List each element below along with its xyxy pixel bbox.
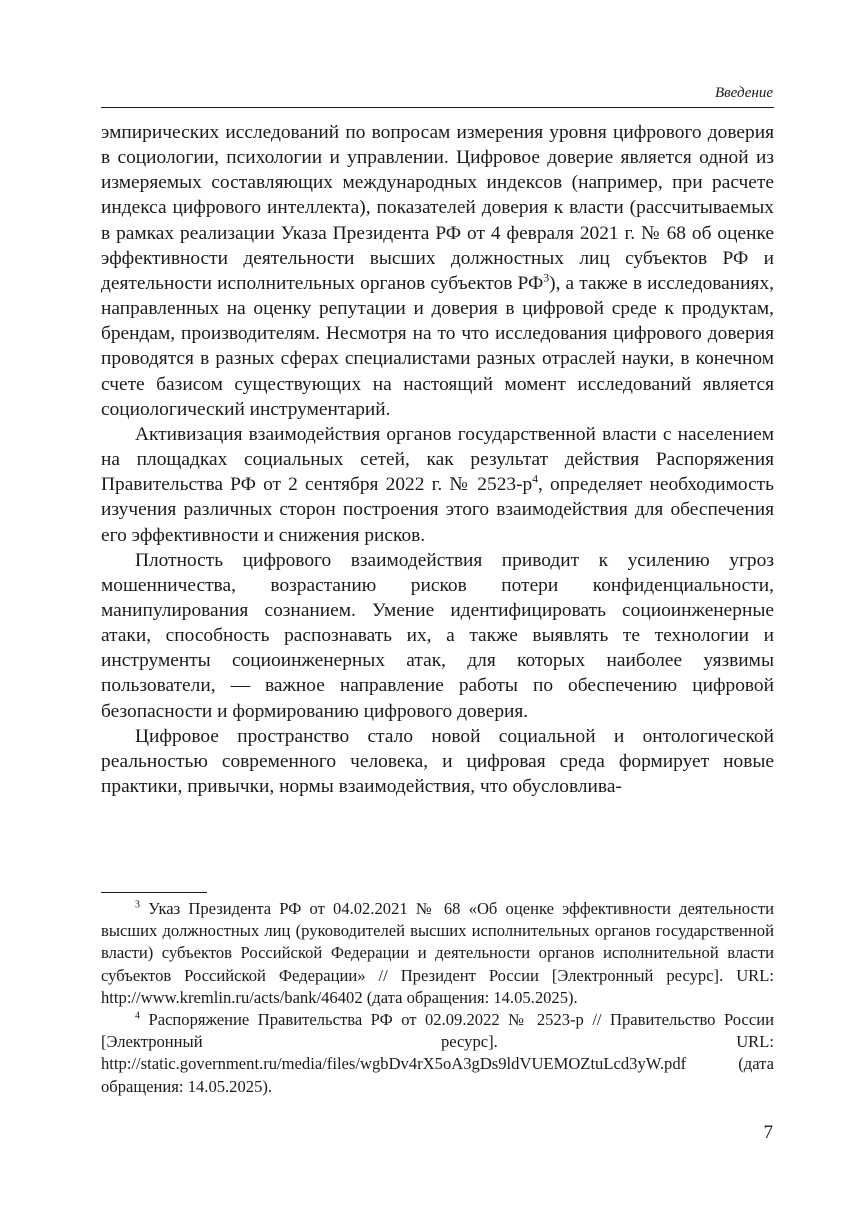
footnote-ref-4[interactable]: 4 bbox=[532, 472, 539, 486]
paragraph-2 bbox=[101, 422, 774, 548]
main-text bbox=[101, 120, 774, 799]
footnote-4 bbox=[101, 1009, 774, 1098]
paragraph-2-text-a: Активизация взаимодействия органов государственной власти с населением на площадках социальных сетей, как результат действия Распоряжения Правительства РФ от 2 сентября 2022 г. № 2523-р bbox=[101, 423, 774, 496]
paragraph-3: Плотность цифрового взаимодействия приводит к усилению угроз мошенничества, возрастанию рисков потери конфиденциальности, манипулирования сознанием. Умение идентифицировать социоинженерные атаки, способность распознавать их, а также выявлять те технологии и инструменты социоинженерных атак, для которых наиболее уязвимы пользователи, — важное направление работы по обеспечению цифровой безопасности и формированию цифрового доверия. bbox=[101, 549, 774, 722]
paragraph-1 bbox=[101, 120, 774, 422]
footnote-3 bbox=[101, 898, 774, 1009]
footnote-number: 4 bbox=[135, 1010, 140, 1022]
paragraph-1-text-a: эмпирических исследований по вопросам измерения уровня цифрового доверия в социологии, психологии и управлении. Цифровое доверие является одной из измеряемых составляющих международных индексов (например, при расчете индекса цифрового интеллекта), показателей доверия к власти (рассчитываемых в рамках реализации Указа Президента РФ от 4 февраля 2021 г. № 68 об оценке эффективности деятельности высших должностных лиц субъектов РФ и деятельности исполнительных органов субъектов РФ bbox=[101, 122, 774, 294]
footnotes bbox=[101, 898, 774, 1098]
paragraph-1-text-b: ), а также в исследованиях, направленных на оценку репутации и доверия в цифровой среде к продуктам, брендам, производителям. Несмотря на то что исследования цифрового доверия проводятся в разных сферах специалистами разных отраслей науки, в конечном счете базисом существующих на настоящий момент исследований является социологический инструментарий. bbox=[101, 272, 774, 420]
footnote-text: Указ Президента РФ от 04.02.2021 № 68 «Об оценке эффективности деятельности высших должностных лиц (руководителей высших исполнительных органов государственной власти) субъектов Российской Федерации и деятельности органов исполнительной власти субъектов Российской Федерации» // Президент России [Электронный ресурс]. URL: http://www.kremlin.ru/acts/bank/46402 (дата обращения: 14.05.2025). bbox=[101, 899, 774, 1007]
paragraph-4: Цифровое пространство стало новой социальной и онтологической реальностью современного человека, и цифровая среда формирует новые практики, привычки, нормы взаимодействия, что обусловлива- bbox=[101, 725, 774, 798]
footnote-ref-3[interactable]: 3 bbox=[543, 271, 550, 285]
running-header-title: Введение bbox=[715, 85, 773, 101]
footnote-number: 3 bbox=[135, 899, 140, 911]
footnote-divider bbox=[101, 892, 207, 893]
page-number: 7 bbox=[763, 1122, 773, 1143]
header-divider bbox=[101, 107, 774, 108]
footnote-text: Распоряжение Правительства РФ от 02.09.2022 № 2523-р // Правительство России [Электронный ресурс]. URL: http://static.government.ru/media/files/wgbDv4rX5oA3gDs9ldVUEMOZtuLcd3yW.pdf (дата обращения: 14.05.2025). bbox=[101, 1010, 774, 1096]
paragraph-2-text-b: , определяет необходимость изучения различных сторон построения этого взаимодействия для обеспечения его эффективности и снижения рисков. bbox=[101, 474, 774, 546]
